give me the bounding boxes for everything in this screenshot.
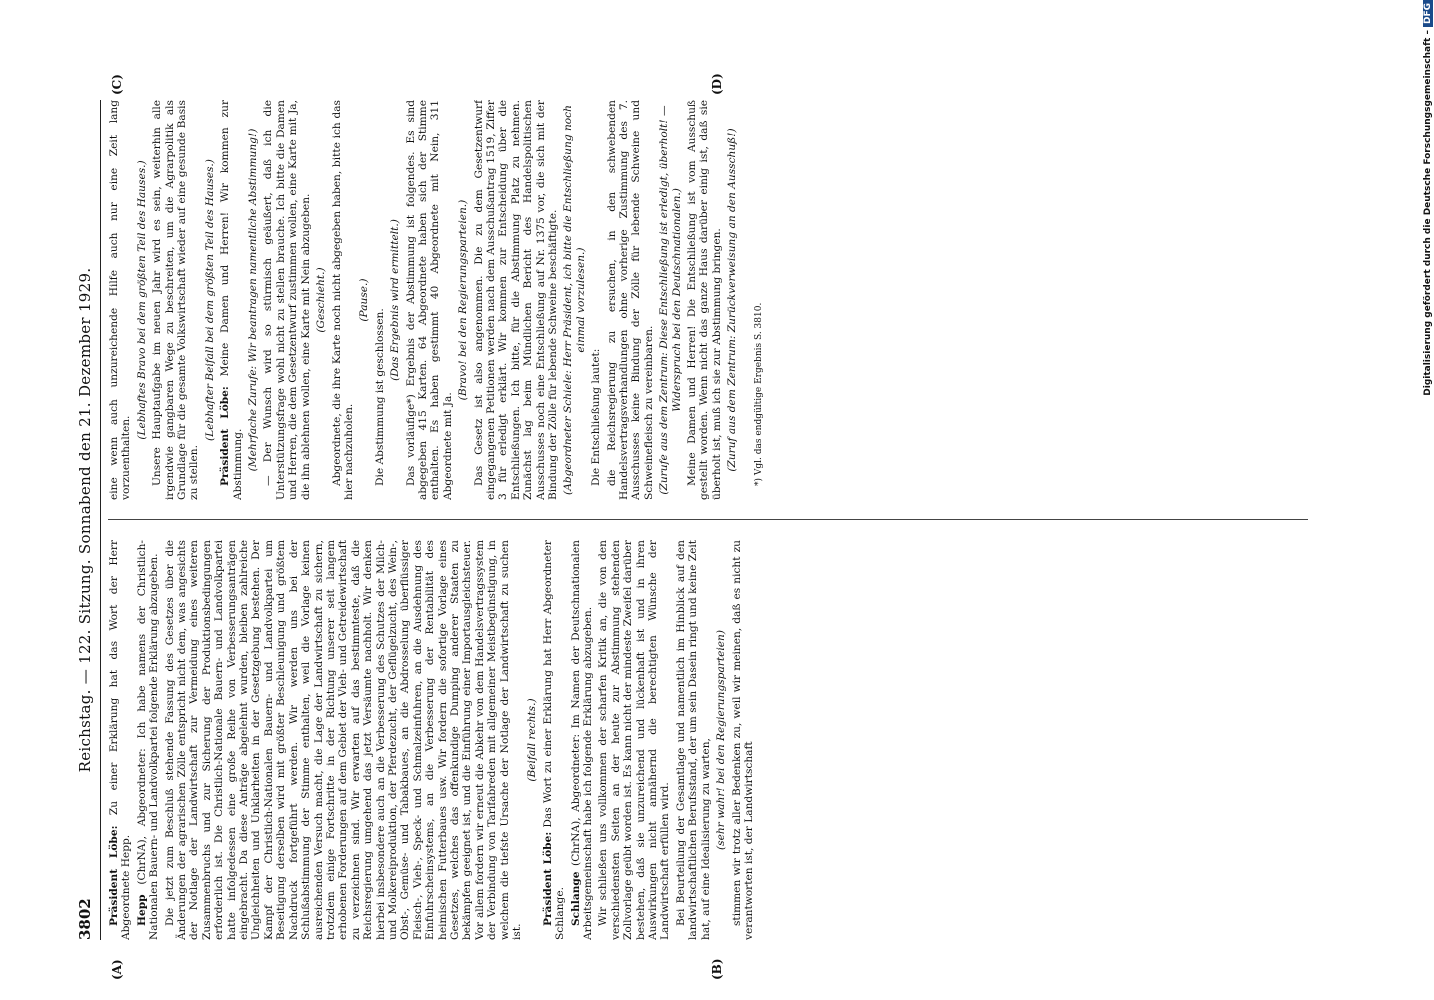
paragraph-text: (ChrNA), Abgeordneter: Ich habe namens der Christlich-Nationalen Bauern- und Landvolkpartei folgende Erklärung abzugeben.: [135, 540, 161, 940]
interjection: [562, 100, 587, 500]
paragraph-text: Die jetzt zum Beschluß stehende Fassung des Gesetzes über die Änderungen der agrarischen Zölle entspricht nicht dem, was angesichts der Notlage der Landwirtschaft zur Vermeidung eines weiteren Zusammenbruchs und zur Sicherung der Produktionsbedingungen erforderlich ist. Die Christlich-Nationale Bauern- und Landvolkpartei hatte infolgedessen eine große Reihe von Verbesserungsanträgen eingebracht. Da diese Anträge abgelehnt wurden, bleiben zahlreiche Ungleichheiten und Unklarheiten in der Gesetzgebung bestehen. Der Kampf der Christlich-Nationalen Bauern- und Landvolkpartei um Beseitigung derselben wird mit größter Beschleunigung und größtem Nachdruck fortgeführt werden. Wir werden uns bei der Schlußabstimmung der Stimme enthalten, weil die Vorlage keinen ausreichenden Versuch macht, die Lage der Landwirtschaft zu sichern, trotzdem einige Fortschritte in der Richtung unserer seit langem erhobenen Forderungen auf dem Gebiet der Vieh- und Getreidewirtschaft zu verzeichnen sind. Wir erwarten auf das bestimmteste, daß die Reichsregierung umgehend das jetzt Versäumte nachholt. Wir denken hierbei insbesondere auch an die Verbesserung des Schutzes der Milch- und Molkereiproduktion, der Pferdezucht, der Geflügelzucht, des Wein-, Obst-, Gemüse- und Tabakbaues, an die Abdrosselung überflüssiger Fleisch-, Vieh-, Speck- und Schmalzeinfuhren, an die Ausdehnung des Einfuhrscheinsystems, an die Verbesserung der Rentabilität des heimischen Futterbaues usw. Wir fordern die sofortige Vorlage eines Gesetzes, welches das offenkundige Dumping anderer Staaten zu bekämpfen geeignet ist, und die Einführung einer Importausgleichsteuer. Vor allem fordern wir erneut die Abkehr von dem Handelsvertragssystem der Verbindung von Tarifabreden mit allgemeiner Meistbegünstigung, in welchem die tiefste Ursache der Notlage der Landwirtschaft zu suchen ist.: [163, 540, 523, 940]
paragraph-text: Das vorläufige*) Ergebnis der Abstimmung ist folgendes. Es sind abgegeben 415 Karten. 64 Abgeordnete haben sich der Stimme enthalten. Es haben gestimmt 40 Abgeordnete mit Nein, 311 Abgeordnete mit Ja.: [404, 100, 454, 500]
dfg-logo: DFG: [1423, 0, 1433, 27]
interjection: [658, 100, 683, 500]
interjection: [204, 100, 216, 500]
paragraph-text: stimmen wir trotz aller Bedenken zu, weil wir meinen, daß es nicht zu verantworten ist, der Landwirtschaft: [730, 540, 755, 940]
speech-paragraph: [136, 540, 161, 940]
paragraph: [164, 540, 524, 940]
paragraph-text: Die Entschließung lautet:: [590, 348, 603, 486]
page-title: Reichstag. — 122. Sitzung. Sonnabend den 21. Dezember 1929.: [76, 267, 94, 773]
credit-text: Digitalisierung gefördert durch die Deutsche Forschungsgemeinschaft –: [1423, 30, 1433, 396]
paragraph-text: (Lebhaftes Bravo bei dem größten Teil des Hauses.): [135, 160, 148, 440]
dfg-credit: [1422, 0, 1434, 1000]
paragraph-text: Das Gesetz ist also angenommen. Die zu dem Gesetzentwurf eingegangenen Petitionen werden nach dem Ausschußantrag 1519, Ziffer 3 für erledigt erklärt. Wir kommen zur Entscheidung über die Entschließungen. Ich bitte, für die Abstimmung Platz zu nehmen. Zunächst lag beim Mündlichen Bericht des Handelspolitischen Ausschusses noch eine Entschließung auf Nr. 1375 vor, die sich mit der Bindung der Zölle für lebende Schweine beschäftigte.: [472, 100, 559, 500]
paragraph-text: Bei Beurteilung der Gesamtlage und namentlich im Hinblick auf den landwirtschaftlichen Berufsstand, der um sein Dasein ringt und keine Zeit hat, auf eine Idealisierung zu warten,: [674, 540, 712, 940]
paragraph-text: Unsere Hauptaufgabe im neuen Jahr wird es sein, weiterhin alle irgendwie gangbaren Wege zu beschreiten, um die Agrarpolitik als Grundlage für die gesamte Volkswirtschaft wieder auf eine gesunde Basis zu stellen.: [151, 100, 201, 500]
speaker-name: Präsident Löbe:: [219, 386, 232, 486]
paragraph-text: (Bravo! bei den Regierungsparteien.): [457, 199, 470, 401]
paragraph-text: Meine Damen und Herren! Wir kommen zur Abstimmung.: [219, 100, 244, 500]
paragraph-text: Die Abstimmung ist geschlossen.: [373, 308, 386, 486]
paragraph-text: Wir schließen uns vollkommen der scharfen Kritik an, die von den verschiedensten Seiten an der heute zur Abstimmung stehenden Zollvorlage geübt worden ist. Es kann nicht der mindeste Zweifel darüber bestehen, daß sie unzureichend und lückenhaft ist und in ihren Auswirkungen nicht annähernd die berechtigten Wünsche der Landwirtschaft erfüllen wird.: [597, 540, 672, 940]
interjection: [457, 100, 469, 500]
paragraph-text: die Reichsregierung zu ersuchen, in den schwebenden Handelsvertragsverhandlungen ohne vorherige Zustimmung des 7. Ausschusses keine Bindung der Zölle für lebende Schweine und Schweinefleisch zu vereinbaren.: [605, 100, 655, 500]
paragraph: [108, 100, 133, 500]
right-column: [108, 100, 1308, 500]
document-page: [70, 73, 1320, 980]
paragraph-text: Zu einer Erklärung hat das Wort der Herr Abgeordnete Hepp.: [108, 540, 133, 940]
paragraph: [473, 100, 560, 500]
footnote: [753, 100, 765, 500]
speech-paragraph: [219, 100, 244, 500]
paragraph-text: Meine Damen und Herren! Die Entschließung ist vom Ausschuß gestellt worden. Wenn nicht das ganze Haus darüber einig ist, daß sie überholt ist, muß ich sie zur Abstimmung bringen.: [686, 100, 723, 500]
paragraph-text: (Zuruf aus dem Zentrum: Zurückverweisung an den Ausschuß!): [726, 128, 739, 472]
paragraph: [405, 100, 455, 500]
paragraph-text: Abgeordnete, die ihre Karte noch nicht abgegeben haben, bitte ich das hier nachzuholen.: [330, 100, 355, 500]
paragraph-text: (Geschieht.): [315, 267, 328, 333]
interjection: [358, 100, 370, 500]
page-header: [70, 100, 101, 940]
paragraph-text: (Abgeordneter Schiele: Herr Präsident, ich bitte die Entschließung noch einmal vorzulesen.): [562, 105, 587, 495]
paragraph-text: (Beifall rechts.): [526, 698, 539, 782]
speech-paragraph: [542, 540, 567, 940]
speaker-name: Präsident Löbe:: [541, 831, 554, 926]
interjection: [726, 100, 738, 500]
paragraph-text: (ChrNA), Abgeordneter: Im Namen der Deutschnationalen Arbeitsgemeinschaft habe ich folgende Erklärung abzugeben.: [569, 540, 595, 940]
paragraph: [731, 540, 756, 940]
margin-marker-d: (D): [710, 73, 724, 95]
margin-marker-c: (C): [110, 74, 124, 95]
paragraph: [151, 100, 201, 500]
margin-marker-a: (A): [110, 959, 124, 980]
paragraph: [606, 100, 656, 500]
interjection: [136, 100, 148, 500]
page-number: 3802: [76, 898, 94, 940]
paragraph: [374, 100, 386, 500]
paragraph-text: (Zurufe aus dem Zentrum: Diese Entschließung ist erledigt, überholt! — Widerspruch bei den Deutschnationalen.): [658, 105, 683, 495]
paragraph-text: *) Vgl. das endgültige Ergebnis S. 3810.: [753, 302, 764, 486]
speaker-name: Hepp: [135, 894, 148, 926]
interjection: [315, 100, 327, 500]
margin-marker-b: (B): [710, 958, 724, 980]
speaker-name: Präsident Löbe:: [108, 825, 120, 926]
speech-paragraph: [570, 540, 595, 940]
paragraph-text: Das Wort zu einer Erklärung hat Herr Abgeordneter Schlange.: [541, 540, 567, 940]
paragraph-text: (sehr wahr! bei den Regierungsparteien): [715, 630, 728, 850]
paragraph: [675, 540, 712, 940]
paragraph-text: (Das Ergebnis wird ermittelt.): [389, 219, 402, 381]
paragraph: [331, 100, 356, 500]
column-divider: [108, 519, 1308, 520]
paragraph-text: — Der Wunsch wird so stürmisch geäußert, daß ich die Unterstützungsfrage wohl nicht zu stellen brauche. Ich bitte die Damen und Herren, die dem Gesetzentwurf zustimmen wollen, eine Karte mit Ja, die ihn ablehnen wollen, eine Karte mit Nein abzugeben.: [262, 100, 312, 500]
paragraph-text: (Lebhafter Beifall bei dem größten Teil des Hauses.): [203, 159, 216, 441]
interjection: [247, 100, 259, 500]
paragraph-text: (Pause.): [358, 278, 371, 322]
speech-paragraph: [108, 540, 133, 940]
paragraph: [590, 100, 602, 500]
left-column: [108, 540, 1308, 940]
interjection: [715, 540, 727, 940]
interjection: [526, 540, 538, 940]
paragraph-text: eine wenn auch unzureichende Hilfe auch nur eine Zeit lang vorzuenthalten.: [108, 100, 133, 500]
speaker-name: Schlange: [569, 871, 582, 926]
paragraph: [262, 100, 312, 500]
paragraph-text: (Mehrfache Zurufe: Wir beantragen namentliche Abstimmung!): [247, 128, 260, 472]
paragraph: [686, 100, 723, 500]
interjection: [389, 100, 401, 500]
paragraph: [597, 540, 671, 940]
